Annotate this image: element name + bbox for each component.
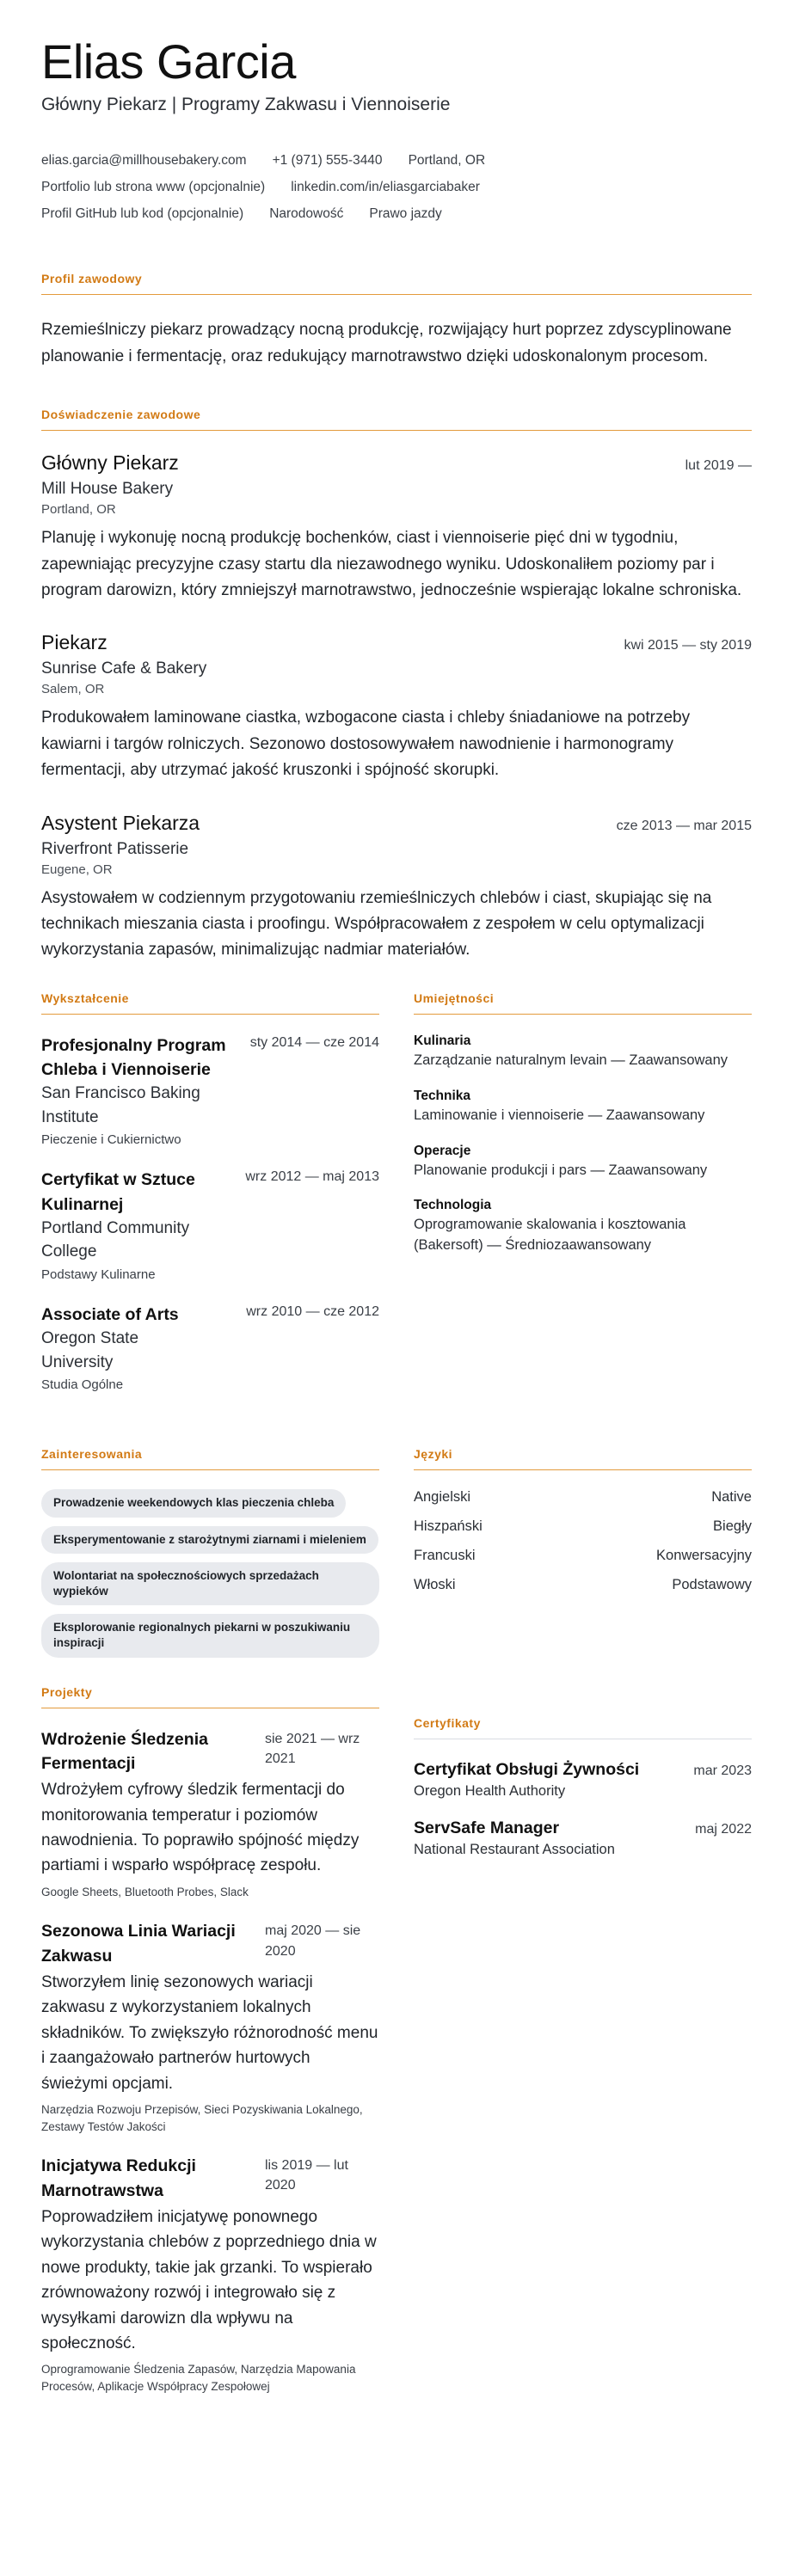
education-section — [41, 991, 379, 1414]
experience-list — [41, 451, 752, 964]
interests-list — [41, 1489, 379, 1657]
skills-section — [414, 991, 752, 1414]
education-degree: Associate of Arts — [41, 1304, 179, 1324]
certificates-list — [414, 1760, 752, 1858]
language-level: Konwersacyjny — [656, 1548, 752, 1564]
language-name: Włoski — [414, 1577, 456, 1593]
skills-title: Umiejętności — [414, 991, 752, 1015]
contact-portfolio[interactable]: Portfolio lub strona www (opcjonalnie) — [41, 180, 266, 195]
contact-info — [41, 153, 752, 222]
language-name: Angielski — [414, 1489, 471, 1506]
certificate-item — [414, 1760, 752, 1800]
project-tech: Narzędzia Rozwoju Przepisów, Sieci Pozyskiwania Lokalnego, Zestawy Testów Jakości — [41, 2103, 363, 2133]
skill-category: Technika — [414, 1088, 471, 1103]
project-date: sie 2021 — wrz 2021 — [265, 1731, 360, 1766]
contact-location: Portland, OR — [408, 153, 486, 169]
project-tech: Oprogramowanie Śledzenia Zapasów, Narzędzia Mapowania Procesów, Aplikacje Współpracy Zespołowej — [41, 2363, 356, 2394]
education-area: Pieczenie i Cukiernictwo — [41, 1132, 181, 1148]
contact-row — [41, 206, 752, 222]
projects-certificates-row — [41, 1685, 752, 2414]
languages-title: Języki — [414, 1447, 752, 1470]
contact-github[interactable]: Profil GitHub lub kod (opcjonalnie) — [41, 206, 244, 222]
project-date: lis 2019 — lut 2020 — [265, 2158, 348, 2193]
contact-phone[interactable]: +1 (971) 555-3440 — [272, 153, 383, 169]
projects-section — [41, 1685, 379, 2414]
job-description: Asystowałem w codziennym przygotowaniu rzemieślniczych chlebów i ciast, skupiając się na technikach mieszania ciasta i proofingu. Współpracowałem z zespołem w celu optymalizacji wykorzystania zapasów, minimalizując nadmiar materiałów. — [41, 888, 712, 960]
skill-value: Zarządzanie naturalnym levain — Zaawansowany — [414, 1052, 728, 1068]
person-tagline: Główny Piekarz | Programy Zakwasu i Viennoiserie — [41, 95, 451, 115]
skills-list — [414, 1033, 752, 1257]
education-institution: San Francisco Baking Institute — [41, 1084, 200, 1126]
contact-license: Prawo jazdy — [369, 206, 442, 222]
skill-item — [414, 1144, 752, 1181]
project-name: Sezonowa Linia Wariacji Zakwasu — [41, 1922, 236, 1966]
interest-chip: Eksperymentowanie z starożytnymi ziarnami i mieleniem — [41, 1526, 378, 1554]
interest-chip: Wolontariat na społecznościowych sprzedażach wypieków — [41, 1562, 379, 1605]
education-item — [41, 1303, 379, 1392]
skill-item — [414, 1089, 752, 1126]
education-date: wrz 2010 — cze 2012 — [246, 1303, 379, 1319]
person-name: Elias Garcia — [41, 34, 296, 89]
skill-category: Technologia — [414, 1198, 492, 1213]
languages-section — [414, 1447, 752, 1657]
certificate-item — [414, 1819, 752, 1858]
certificate-date: mar 2023 — [693, 1763, 752, 1778]
job-date: lut 2019 — — [685, 458, 752, 474]
skill-category: Operacje — [414, 1143, 471, 1158]
language-row — [414, 1548, 752, 1564]
project-description: Stworzyłem linię sezonowych wariacji zakwasu z wykorzystaniem lokalnych składników. To zwiększyło różnorodność menu i zaangażowało partnerów hurtowych świeżymi opcjami. — [41, 1972, 378, 2093]
skill-item — [414, 1033, 752, 1071]
skill-value: Laminowanie i viennoiserie — Zaawansowany — [414, 1107, 705, 1123]
job-role: Asystent Piekarza — [41, 811, 200, 834]
language-name: Francuski — [414, 1548, 476, 1564]
job-company: Mill House Bakery — [41, 480, 174, 499]
job-role: Piekarz — [41, 631, 108, 654]
job-date: cze 2013 — mar 2015 — [616, 818, 752, 833]
project-item — [41, 1919, 379, 2135]
education-date: sty 2014 — cze 2014 — [249, 1034, 379, 1050]
education-item — [41, 1033, 379, 1148]
project-item — [41, 1727, 379, 1901]
interest-chip: Prowadzenie weekendowych klas pieczenia chleba — [41, 1489, 346, 1517]
certificates-section — [414, 1685, 752, 1877]
project-description: Wdrożyłem cyfrowy śledzik fermentacji do monitorowania temperatur i poziomów nawodnienia. To poprawiło spójność między partiami i wsparło współpracę zespołu. — [41, 1781, 360, 1875]
experience-item — [41, 451, 752, 604]
education-area: Podstawy Kulinarne — [41, 1267, 156, 1282]
education-degree: Profesjonalny Program Chleba i Viennoiserie — [41, 1035, 226, 1079]
job-description: Planuję i wykonuję nocną produkcję bochenków, ciast i viennoiserie pięć dni w tygodniu, zapewniając precyzyjne czasy startu dla niezawodnego wyniku. Udoskonaliłem poziomy par i program darowizn, który zmniejszył marnotrawstwo, jednocześnie wspierając lokalne schroniska. — [41, 529, 742, 599]
project-description: Poprowadziłem inicjatywę ponownego wykorzystania chlebów z poprzedniego dnia w nowe produkty, takie jak grzanki. To wspierało zrównoważony rozwój i integrowało się z wysyłkami darowizn dla wpływu na społeczność. — [41, 2207, 377, 2353]
education-list — [41, 1033, 379, 1393]
language-level: Native — [711, 1489, 752, 1506]
experience-item — [41, 631, 752, 783]
resume-header — [41, 34, 752, 115]
skill-value: Oprogramowanie skalowania i kosztowania (Bakersoft) — Średniozaawansowany — [414, 1217, 686, 1254]
education-item — [41, 1168, 379, 1282]
contact-row — [41, 153, 752, 169]
job-location: Salem, OR — [41, 682, 105, 697]
experience-item — [41, 812, 752, 964]
project-tech: Google Sheets, Bluetooth Probes, Slack — [41, 1885, 249, 1898]
language-name: Hiszpański — [414, 1518, 483, 1535]
certificate-date: maj 2022 — [695, 1821, 752, 1837]
contact-linkedin[interactable]: linkedin.com/in/eliasgarciabaker — [291, 180, 480, 195]
skill-item — [414, 1198, 752, 1256]
certificate-issuer: Oregon Health Authority — [414, 1782, 566, 1799]
certificate-name: ServSafe Manager — [414, 1818, 560, 1837]
education-institution: Portland Community College — [41, 1218, 190, 1261]
job-date: kwi 2015 — sty 2019 — [624, 638, 752, 653]
education-institution: Oregon State University — [41, 1329, 139, 1371]
project-name: Inicjatywa Redukcji Marnotrawstwa — [41, 2156, 196, 2200]
experience-title: Doświadczenie zawodowe — [41, 408, 752, 431]
job-role: Główny Piekarz — [41, 451, 179, 475]
certificate-issuer: National Restaurant Association — [414, 1841, 615, 1857]
interest-chip: Eksplorowanie regionalnych piekarni w poszukiwaniu inspiracji — [41, 1614, 379, 1657]
education-date: wrz 2012 — maj 2013 — [245, 1169, 379, 1185]
project-name: Wdrożenie Śledzenia Fermentacji — [41, 1729, 208, 1773]
interests-title: Zainteresowania — [41, 1447, 379, 1470]
interests-section — [41, 1447, 379, 1657]
projects-list — [41, 1727, 379, 2395]
interests-languages-row — [41, 1447, 752, 1657]
summary-title: Profil zawodowy — [41, 272, 752, 295]
language-row — [414, 1518, 752, 1535]
skill-value: Planowanie produkcji i pars — Zaawansowany — [414, 1162, 708, 1178]
education-degree: Certyfikat w Sztuce Kulinarnej — [41, 1170, 195, 1214]
project-date: maj 2020 — sie 2020 — [265, 1923, 361, 1959]
education-area: Studia Ogólne — [41, 1377, 124, 1393]
job-description: Produkowałem laminowane ciastka, wzbogacone ciasta i chleby śniadaniowe na potrzeby kawiarni i targów rolniczych. Sezonowo dostosowywałem nawodnienie i harmonogramy fermentacji, aby utrzymać jakość kruszonki i spójność skorupki. — [41, 708, 691, 780]
language-row — [414, 1577, 752, 1593]
contact-nationality: Narodowość — [269, 206, 344, 222]
certificate-name: Certyfikat Obsługi Żywności — [414, 1759, 640, 1779]
education-title: Wykształcenie — [41, 991, 379, 1015]
job-company: Sunrise Cafe & Bakery — [41, 659, 207, 678]
languages-list — [414, 1489, 752, 1593]
summary-text: Rzemieślniczy piekarz prowadzący nocną produkcję, rozwijający hurt poprzez zdyscyplinowane planowanie i fermentację, oraz redukujący marnotrawstwo dzięki udoskonalonym procesom. — [41, 321, 732, 365]
job-location: Portland, OR — [41, 502, 116, 518]
experience-section — [41, 408, 752, 964]
language-level: Biegły — [713, 1518, 752, 1535]
language-level: Podstawowy — [672, 1577, 752, 1593]
summary-section — [41, 272, 752, 370]
contact-email[interactable]: elias.garcia@millhousebakery.com — [41, 153, 247, 169]
job-location: Eugene, OR — [41, 862, 113, 877]
project-item — [41, 2154, 379, 2395]
language-row — [414, 1489, 752, 1506]
job-company: Riverfront Patisserie — [41, 839, 189, 858]
skill-category: Kulinaria — [414, 1033, 471, 1048]
projects-title: Projekty — [41, 1685, 379, 1708]
education-skills-row — [41, 991, 752, 1414]
certificates-title: Certyfikaty — [414, 1716, 752, 1739]
contact-row — [41, 180, 752, 195]
